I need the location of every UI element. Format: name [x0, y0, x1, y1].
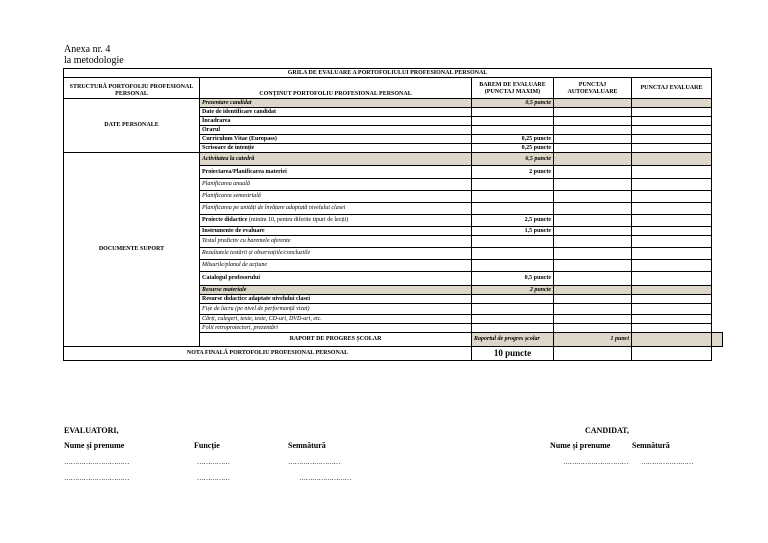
self-score-cell[interactable]: [554, 286, 632, 295]
row-text: Încadrarea: [200, 117, 472, 126]
eval-score-cell[interactable]: [632, 304, 712, 315]
self-score-cell[interactable]: [554, 248, 632, 260]
self-score-cell[interactable]: [554, 260, 632, 272]
eval-score-cell[interactable]: [632, 117, 712, 126]
methodology-label: la metodologie: [64, 55, 124, 66]
eval-score-cell[interactable]: [632, 248, 712, 260]
eval-score-cell[interactable]: [632, 236, 712, 248]
col-header-structure: STRUCTURĂ PORTOFOLIU PROFESIONAL PERSONAL: [64, 78, 200, 99]
row-text: Catalogul profesorului: [200, 272, 472, 286]
row-text: Curriculum Vitae (Europass): [200, 135, 472, 144]
eval-score-cell[interactable]: [632, 227, 712, 236]
row-text: Instrumente de evaluare: [200, 227, 472, 236]
eval-score-cell[interactable]: [632, 99, 712, 108]
row-text: Resurse materiale: [200, 286, 472, 295]
eval-score-cell[interactable]: [632, 108, 712, 117]
self-score-cell[interactable]: [554, 215, 632, 227]
candidate-signature-label: Semnătură: [632, 441, 670, 450]
self-score-cell[interactable]: [554, 166, 632, 179]
self-score-cell[interactable]: [554, 117, 632, 126]
row-points: 2 puncte: [472, 286, 554, 295]
row-points: 0,5 puncte: [472, 272, 554, 286]
row-text: Măsurile/planul de acțiune: [200, 260, 472, 272]
eval-score-cell[interactable]: [712, 333, 723, 347]
col-header-content: CONȚINUT PORTOFOLIU PROFESIONAL PERSONAL: [200, 78, 472, 99]
row-points: 1,5 puncte: [472, 227, 554, 236]
row-points: 0,25 puncte: [472, 144, 554, 153]
evaluator2-name-line[interactable]: …………………………: [64, 474, 129, 482]
eval-score-cell[interactable]: [632, 203, 712, 215]
candidate-label: CANDIDAT,: [585, 426, 629, 435]
eval-score-cell[interactable]: [632, 153, 712, 166]
self-score-cell[interactable]: [554, 315, 632, 324]
eval-score-cell[interactable]: [632, 179, 712, 191]
self-score-cell[interactable]: [554, 179, 632, 191]
row-text: Proiecte didactice (minim 10, pentru diferite tipuri de lecții): [200, 215, 472, 227]
final-eval-score-cell[interactable]: [632, 347, 712, 361]
annex-number: Anexa nr. 4: [64, 44, 111, 55]
self-score-cell[interactable]: [554, 236, 632, 248]
row-text: Date de identificare candidat: [200, 108, 472, 117]
self-score-cell[interactable]: [554, 203, 632, 215]
col-header-self-eval: PUNCTAJ AUTOEVALUARE: [554, 78, 632, 99]
evaluator-signature-label: Semnătură: [288, 441, 326, 450]
row-points: 0,5 puncte: [472, 99, 554, 108]
evaluator1-function-line[interactable]: ……………: [197, 458, 230, 466]
eval-score-cell[interactable]: [632, 324, 712, 333]
eval-score-cell[interactable]: [632, 144, 712, 153]
row-text: Folii retroproiectori, prezentări: [200, 324, 472, 333]
row-text: Prezentare candidat: [200, 99, 472, 108]
self-score-cell[interactable]: [554, 272, 632, 286]
grid-title: GRILA DE EVALUARE A PORTOFOLIULUI PROFESIONAL PERSONAL: [64, 69, 712, 78]
candidate-signature-line[interactable]: ……………………: [641, 458, 693, 466]
row-text: Cărți, culegeri, texte, teste, CD-uri, DVD-uri, etc.: [200, 315, 472, 324]
self-score-cell[interactable]: [554, 99, 632, 108]
candidate-name-line[interactable]: …………………………: [563, 458, 628, 466]
self-score-cell[interactable]: [632, 333, 712, 347]
self-score-cell[interactable]: [554, 227, 632, 236]
row-points: 0,25 puncte: [472, 135, 554, 144]
row-text: Activitatea la catedră: [200, 153, 472, 166]
self-score-cell[interactable]: [554, 304, 632, 315]
final-self-score-cell[interactable]: [554, 347, 632, 361]
eval-score-cell[interactable]: [632, 126, 712, 135]
eval-score-cell[interactable]: [632, 135, 712, 144]
self-score-cell[interactable]: [554, 108, 632, 117]
self-score-cell[interactable]: [554, 295, 632, 304]
section-personal-data: DATE PERSONALE: [64, 99, 200, 153]
eval-score-cell[interactable]: [632, 260, 712, 272]
row-text: Raportul de progres școlar: [472, 333, 554, 347]
eval-score-cell[interactable]: [632, 272, 712, 286]
row-text: Fișe de lucru (pe nivel de performanță vizat): [200, 304, 472, 315]
evaluator-function-label: Funcție: [194, 441, 220, 450]
eval-score-cell[interactable]: [632, 295, 712, 304]
eval-score-cell[interactable]: [632, 191, 712, 203]
self-score-cell[interactable]: [554, 324, 632, 333]
final-grade-label: NOTA FINALĂ PORTOFOLIU PROFESIONAL PERSONAL: [64, 347, 472, 361]
row-text: Planificarea pe unități de învățare adaptată nivelului clasei: [200, 203, 472, 215]
self-score-cell[interactable]: [554, 144, 632, 153]
section-support-documents: DOCUMENTE SUPORT: [64, 153, 200, 347]
section-progress-report: RAPORT DE PROGRES ȘCOLAR: [200, 333, 472, 347]
evaluator1-name-line[interactable]: …………………………: [64, 458, 129, 466]
evaluator1-signature-line[interactable]: ……………………: [288, 458, 340, 466]
row-text: Scrisoare de intenție: [200, 144, 472, 153]
candidate-name-label: Nume și prenume: [550, 441, 611, 450]
row-text: Proiectarea/Planificarea materiei: [200, 166, 472, 179]
col-header-eval: PUNCTAJ EVALUARE: [632, 78, 712, 99]
eval-score-cell[interactable]: [632, 215, 712, 227]
final-grade-points: 10 puncte: [472, 347, 554, 361]
evaluator2-signature-line[interactable]: ……………………: [299, 474, 351, 482]
row-text: Planificarea semestrială: [200, 191, 472, 203]
evaluator2-function-line[interactable]: ……………: [197, 474, 230, 482]
row-points: 1 punct: [554, 333, 632, 347]
row-text: Testul predictiv cu baremele aferente: [200, 236, 472, 248]
self-score-cell[interactable]: [554, 191, 632, 203]
row-text: Resurse didactice adaptate nivelului clasei: [200, 295, 472, 304]
row-points: 2,5 puncte: [472, 215, 554, 227]
row-points: 2 puncte: [472, 166, 554, 179]
eval-score-cell[interactable]: [632, 166, 712, 179]
row-text: Planificarea anuală: [200, 179, 472, 191]
row-text: Orarul: [200, 126, 472, 135]
row-points: 6,5 puncte: [472, 153, 554, 166]
self-score-cell[interactable]: [554, 153, 632, 166]
col-header-barem: BAREM DE EVALUARE (PUNCTAJ MAXIM): [472, 78, 554, 99]
self-score-cell[interactable]: [554, 135, 632, 144]
evaluation-grid: [63, 68, 723, 361]
row-text: Rezultatele testării și observațiile/concluziile: [200, 248, 472, 260]
eval-score-cell[interactable]: [632, 286, 712, 295]
self-score-cell[interactable]: [554, 126, 632, 135]
eval-score-cell[interactable]: [632, 315, 712, 324]
evaluator-name-label: Nume și prenume: [64, 441, 125, 450]
evaluators-label: EVALUATORI,: [64, 426, 119, 435]
